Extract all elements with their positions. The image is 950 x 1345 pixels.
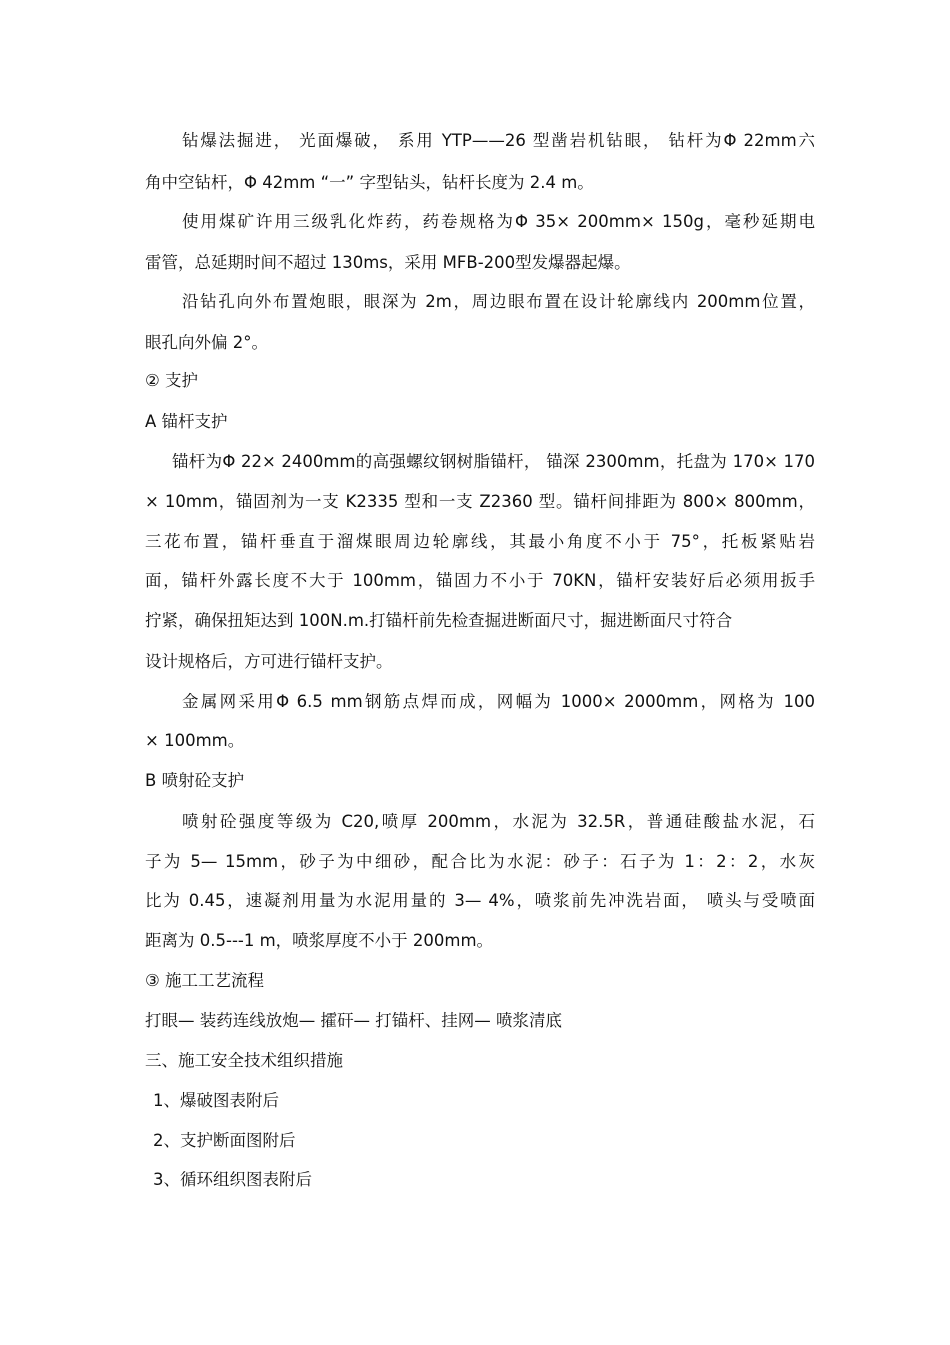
subsection-heading: A 锚杆支护 (145, 412, 228, 431)
paragraph-line: 喷射砼强度等级为 C20,喷厚 200mm，水泥为 32.5R，普通硅酸盐水泥，石 (182, 812, 815, 831)
chapter-heading: 三、施工安全技术组织措施 (145, 1051, 343, 1070)
list-item: 3、循环组织图表附后 (153, 1170, 312, 1189)
paragraph-line: 钻爆法掘进， 光面爆破， 系用 YTP——26 型凿岩机钻眼， 钻杆为Φ 22mm六 (182, 131, 815, 150)
paragraph-line: 拧紧，确保扭矩达到 100N.m.打锚杆前先检查掘进断面尺寸，掘进断面尺寸符合 (145, 611, 733, 630)
section-heading: ② 支护 (145, 371, 199, 390)
list-item: 2、支护断面图附后 (153, 1131, 296, 1150)
paragraph-line: 面，锚杆外露长度不大于 100mm，锚固力不小于 70KN，锚杆安装好后必须用扳手 (145, 571, 815, 590)
paragraph-line: 金属网采用Φ 6.5 mm钢筋点焊而成，网幅为 1000× 2000mm，网格为 100 (182, 692, 815, 711)
paragraph-line: 眼孔向外偏 2°。 (145, 333, 268, 352)
paragraph-line: 距离为 0.5---1 m，喷浆厚度不小于 200mm。 (145, 931, 494, 950)
paragraph-line: 锚杆为Φ 22× 2400mm的高强螺纹钢树脂锚杆， 锚深 2300mm，托盘为 170× 170 (172, 452, 815, 471)
list-item: 1、爆破图表附后 (153, 1091, 279, 1110)
paragraph-line: 沿钻孔向外布置炮眼，眼深为 2m，周边眼布置在设计轮廓线内 200mm位置， (182, 292, 815, 311)
paragraph-line: 子为 5— 15mm，砂子为中细砂，配合比为水泥：砂子：石子为 1：2：2，水灰 (145, 852, 815, 871)
paragraph-line: 使用煤矿许用三级乳化炸药，药卷规格为Φ 35× 200mm× 150g，毫秒延期电 (182, 212, 815, 231)
paragraph-line: 设计规格后，方可进行锚杆支护。 (145, 652, 393, 671)
paragraph-line: × 100mm。 (145, 731, 245, 750)
paragraph-line: 三花布置，锚杆垂直于溜煤眼周边轮廓线，其最小角度不小于 75°，托板紧贴岩 (145, 532, 815, 551)
paragraph-line: 比为 0.45，速凝剂用量为水泥用量的 3— 4%，喷浆前先冲洗岩面， 喷头与受喷面 (145, 891, 815, 910)
paragraph-line: 雷管，总延期时间不超过 130ms，采用 MFB-200型发爆器起爆。 (145, 253, 631, 272)
paragraph-line: × 10mm，锚固剂为一支 K2335 型和一支 Z2360 型。锚杆间排距为 800× 800mm， (145, 492, 815, 511)
paragraph-line: 角中空钻杆，Φ 42mm “一” 字型钻头，钻杆长度为 2.4 m。 (145, 173, 594, 192)
section-heading: ③ 施工工艺流程 (145, 971, 265, 990)
process-flow-line: 打眼— 装药连线放炮— 攉矸— 打锚杆、挂网— 喷浆清底 (145, 1011, 562, 1030)
subsection-heading: B 喷射砼支护 (145, 771, 245, 790)
